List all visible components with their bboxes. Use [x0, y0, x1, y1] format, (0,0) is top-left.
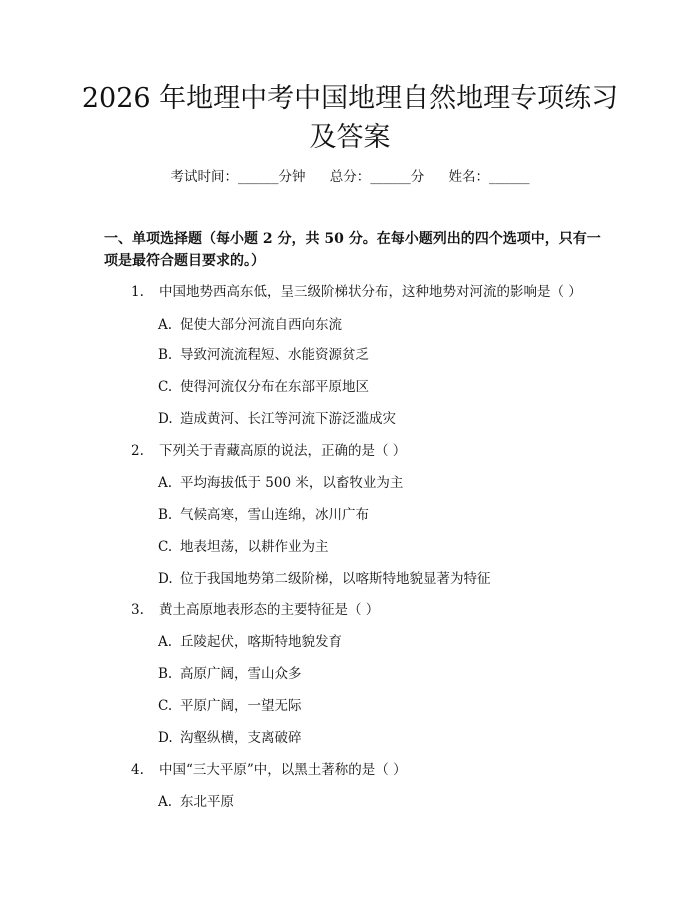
exam-time-field: 考试时间：______分钟: [170, 169, 306, 185]
option-letter: B.: [158, 666, 173, 682]
question-1-option-a: [158, 315, 342, 335]
question-text: 中国“三大平原”中，以黑土著称的是（ ）: [159, 762, 407, 778]
question-1-option-d: [158, 409, 396, 429]
question-2-option-d: [158, 569, 491, 589]
option-text: 沟壑纵横，支离破碎: [180, 730, 302, 746]
option-letter: A.: [158, 794, 173, 810]
option-text: 东北平原: [180, 794, 234, 810]
question-3-option-d: [158, 728, 302, 748]
question-2-option-c: [158, 537, 329, 557]
question-number: 2.: [131, 443, 144, 459]
option-letter: A.: [158, 475, 173, 491]
option-letter: D.: [158, 730, 173, 746]
question-3-option-c: [158, 696, 302, 716]
option-letter: A.: [158, 317, 173, 333]
question-3: [131, 600, 379, 620]
option-text: 促使大部分河流自西向东流: [180, 317, 342, 333]
option-letter: C.: [158, 698, 173, 714]
question-3-option-b: [158, 664, 302, 684]
document-title-line-1: 2026 年地理中考中国地理自然地理专项练习: [81, 83, 619, 114]
option-letter: B.: [158, 347, 173, 363]
option-text: 地表坦荡，以耕作业为主: [180, 539, 329, 555]
option-letter: B.: [158, 507, 173, 523]
option-letter: C.: [158, 379, 173, 395]
question-number: 1.: [131, 284, 144, 300]
exam-info: [0, 167, 700, 187]
question-2-option-b: [158, 505, 369, 525]
student-name-field: 姓名：______: [448, 169, 530, 185]
option-text: 位于我国地势第二级阶梯，以喀斯特地貌显著为特征: [180, 571, 491, 587]
question-number: 4.: [131, 762, 144, 778]
option-letter: D.: [158, 411, 173, 427]
option-text: 导致河流流程短、水能资源贫乏: [180, 347, 369, 363]
option-letter: A.: [158, 634, 173, 650]
question-2-option-a: [158, 473, 403, 493]
question-4: [131, 760, 407, 780]
option-text: 平均海拔低于 500 米，以畜牧业为主: [180, 475, 404, 491]
option-text: 平原广阔，一望无际: [180, 698, 302, 714]
question-1-option-b: [158, 345, 369, 365]
option-letter: C.: [158, 539, 173, 555]
question-3-option-a: [158, 632, 342, 652]
option-text: 造成黄河、长江等河流下游泛滥成灾: [180, 411, 396, 427]
question-2: [131, 441, 406, 461]
question-1: [131, 282, 582, 302]
question-1-option-c: [158, 377, 369, 397]
question-text: 黄土高原地表形态的主要特征是（ ）: [159, 602, 380, 618]
option-letter: D.: [158, 571, 173, 587]
option-text: 使得河流仅分布在东部平原地区: [180, 379, 369, 395]
option-text: 气候高寒，雪山连绵，冰川广布: [180, 507, 369, 523]
section-header: 一、单项选择题（每小题 2 分，共 50 分。在每小题列出的四个选项中，只有一项是最符合题目要求的。）: [104, 231, 601, 269]
document-title-line-2: 及答案: [309, 122, 391, 153]
option-text: 高原广阔，雪山众多: [180, 666, 302, 682]
total-score-field: 总分：______分: [329, 169, 425, 185]
question-text: 下列关于青藏高原的说法，正确的是（ ）: [159, 443, 407, 459]
question-text: 中国地势西高东低，呈三级阶梯状分布，这种地势对河流的影响是（ ）: [159, 284, 582, 300]
question-number: 3.: [131, 602, 144, 618]
question-4-option-a: [158, 792, 234, 812]
option-text: 丘陵起伏，喀斯特地貌发育: [180, 634, 342, 650]
